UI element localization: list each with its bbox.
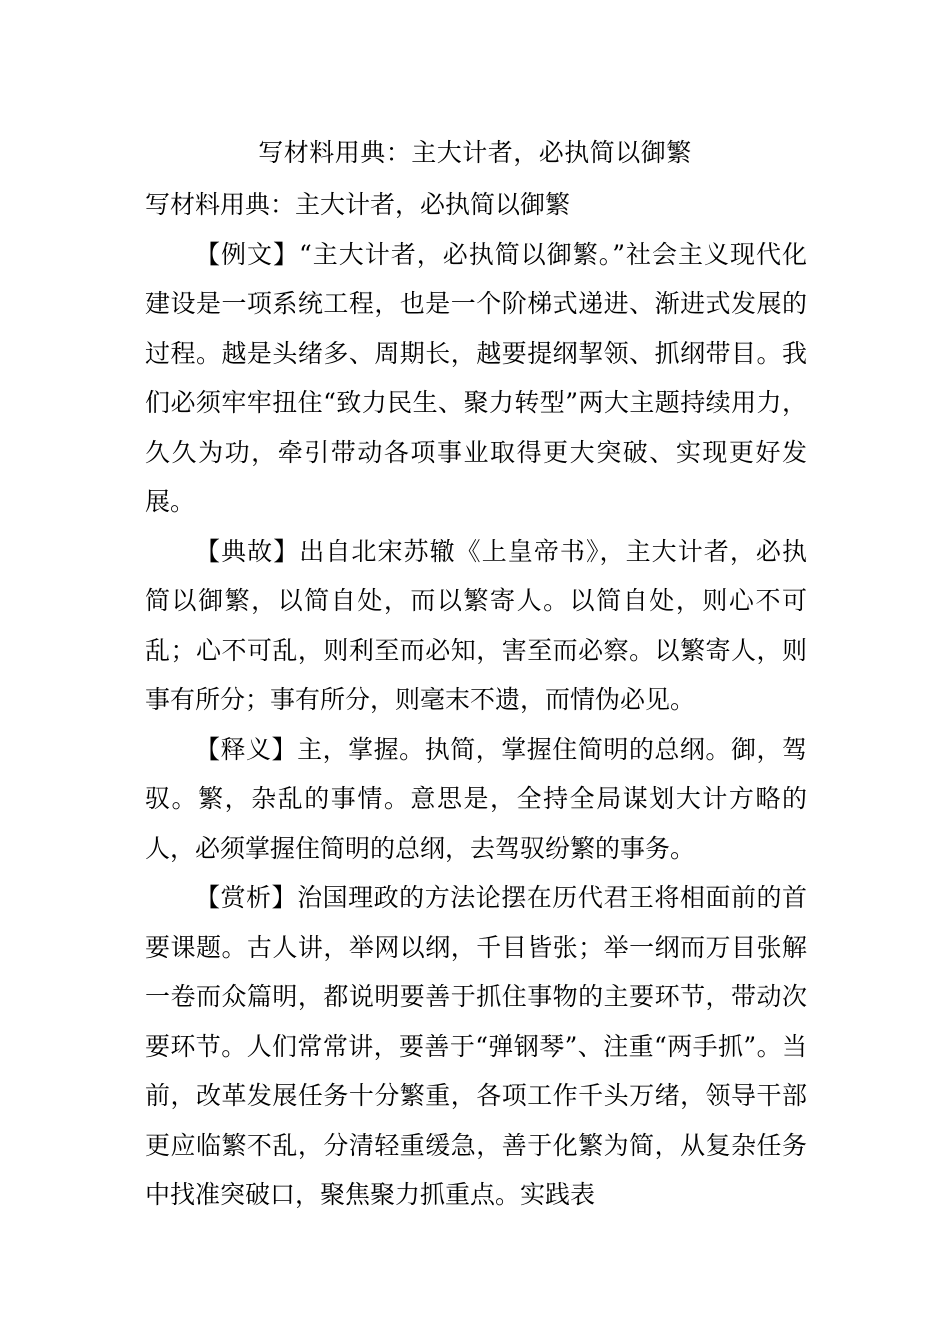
paragraph-text: “主大计者，必执简以御繁。”社会主义现代化建设是一项系统工程，也是一个阶梯式递进、渐进式发展的过程。越是头绪多、周期长，越要提纲挈领、抓纲带目。我们必须牢牢扭住“致力民生、聚力转型”两大主题持续用力，久久为功，牵引带动各项事业取得更大突破、实现更好发展。 xyxy=(145,239,807,516)
paragraph-tag: 【例文】 xyxy=(195,239,299,269)
document-title: 写材料用典：主大计者，必执简以御繁 xyxy=(258,138,692,167)
document-subtitle: 写材料用典：主大计者，必执简以御繁 xyxy=(145,190,571,219)
paragraph-text: 主，掌握。执简，掌握住简明的总纲。御，驾驭。繁，杂乱的事情。意思是，全持全局谋划大计方略的人，必须掌握住简明的总纲，去驾驭纷繁的事务。 xyxy=(145,734,807,863)
paragraph-interpretation xyxy=(145,725,807,874)
paragraph-appreciation xyxy=(145,873,807,1220)
document-body xyxy=(145,180,807,1220)
paragraph-text: 治国理政的方法论摆在历代君王将相面前的首要课题。古人讲，举网以纲，千目皆张；举一纲而万目张解一卷而众篇明，都说明要善于抓住事物的主要环节，带动次要环节。人们常常讲，要善于“弹钢琴”、注重“两手抓”。当前，改革发展任务十分繁重，各项工作千头万绪，领导干部更应临繁不乱，分清轻重缓急，善于化繁为简，从复杂任务中找准突破口，聚焦聚力抓重点。实践表 xyxy=(145,883,807,1209)
paragraph-text: 出自北宋苏辙《上皇帝书》，主大计者，必执简以御繁，以简自处，而以繁寄人。以简自处，则心不可乱；心不可乱，则利至而必知，害至而必察。以繁寄人，则事有所分；事有所分，则毫末不遗，而情伪必见。 xyxy=(145,536,807,714)
paragraph-tag: 【释义】 xyxy=(195,734,298,764)
paragraph-allusion xyxy=(145,527,807,725)
paragraph-tag: 【典故】 xyxy=(195,536,300,566)
paragraph-tag: 【赏析】 xyxy=(195,883,298,912)
paragraph-example xyxy=(145,230,807,527)
